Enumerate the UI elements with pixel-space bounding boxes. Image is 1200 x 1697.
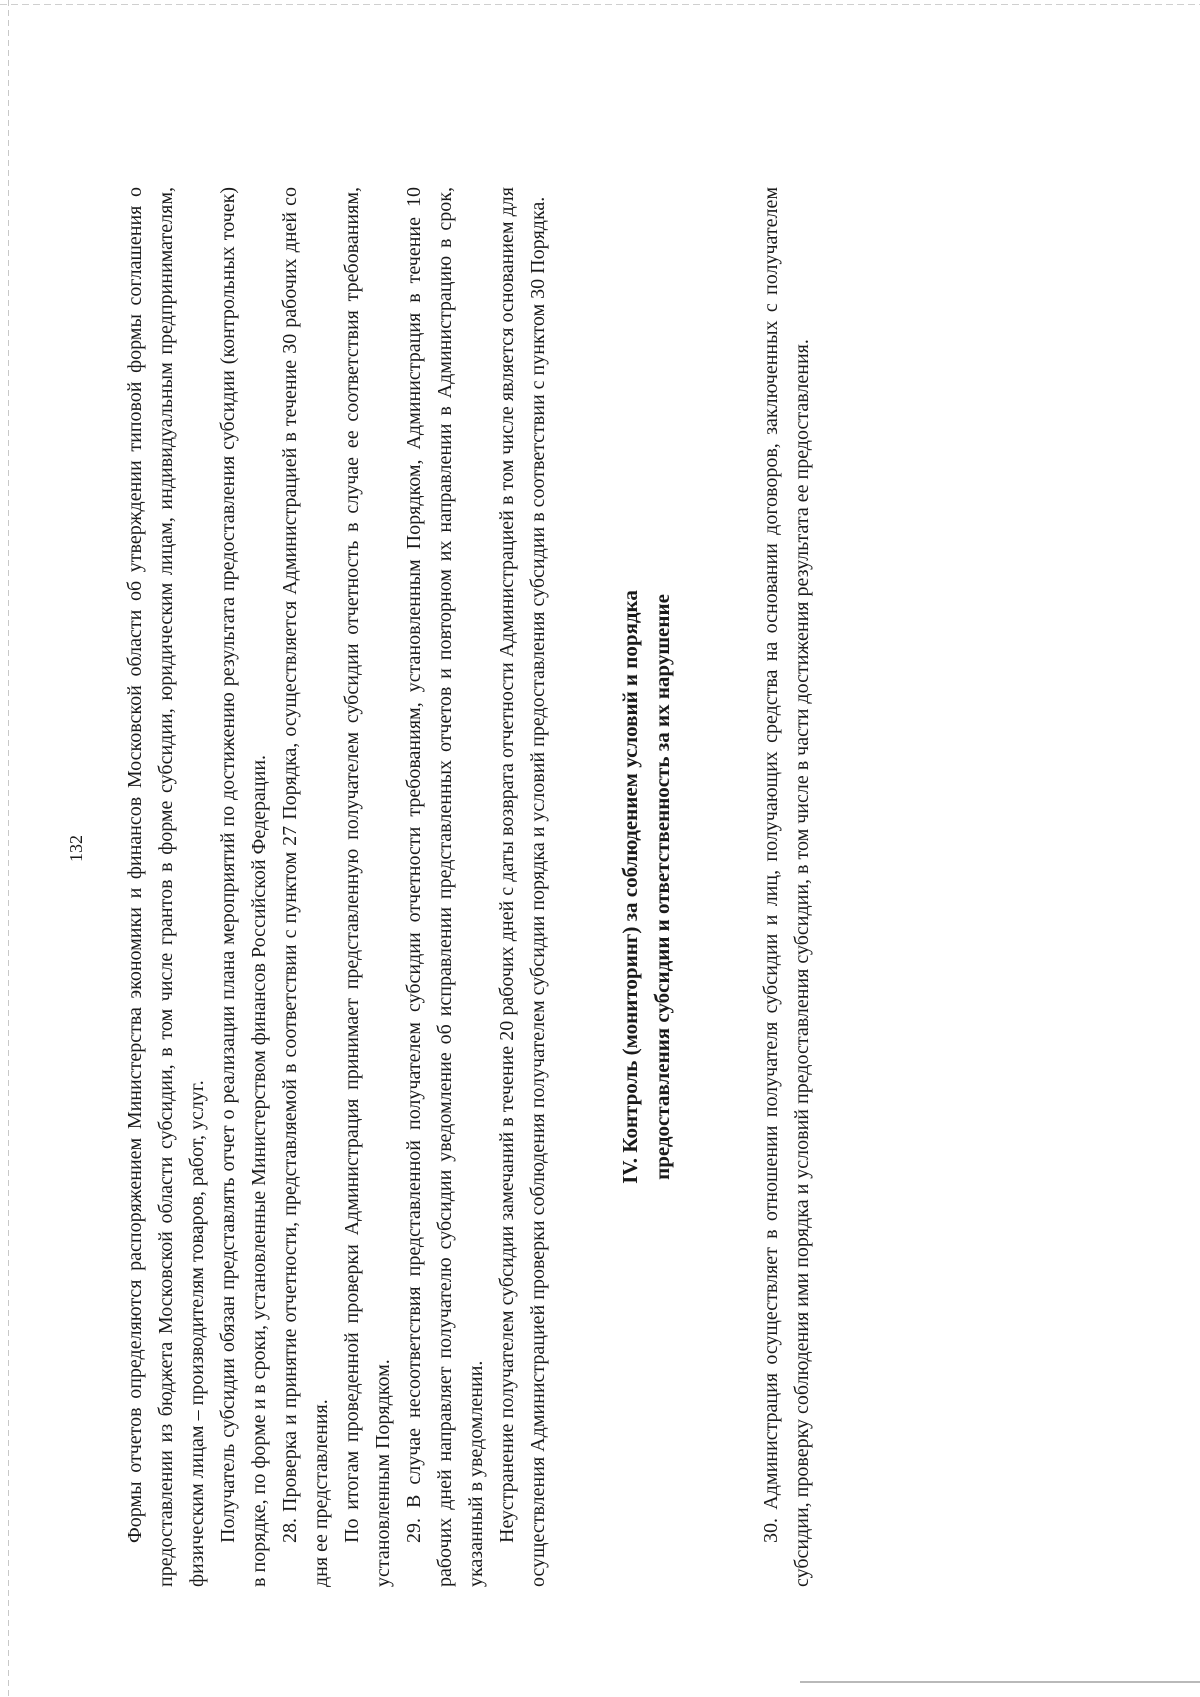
section-heading [614, 187, 678, 1587]
paragraph-report-forms: Формы отчетов определяются распоряжением Министерства экономики и финансов Московской области об утверждении типовой формы соглашения о предоставлении из бюджета Московской области субсидии, в том числе грантов в форме субсидии, юридическим лицам, индивидуальным предпринимателям, физическим лицам – производителям товаров, работ, услуг. [124, 187, 208, 1587]
paragraph-inspection-results: По итогам проведенной проверки Администрация принимает представленную получателем субсидии отчетность в случае ее соответствия требованиям, установленным Порядком. [341, 187, 394, 1587]
page-number: 132 [66, 835, 86, 862]
paragraph-30: 30. Администрация осуществляет в отношении получателя субсидии и лиц, получающих средства на основании договоров, заключенных с получателем субсидии, проверку соблюдения ими порядка и условий предоставления субсидии, в том числе в части достижения результата ее предоставления. [760, 187, 813, 1587]
section-heading-line2: предоставления субсидии и ответственность за их нарушение [650, 594, 674, 1180]
paragraph-29: 29. В случае несоответствия представленной получателем субсидии отчетности требованиям, установленным Порядком, Администрация в течение 10 рабочих дней направляет получателю субсидии уведомление об исправлении представленных отчетов и повторном их направлении в Администрацию в срок, указанный в уведомлении. [403, 187, 487, 1587]
paragraph-recipient-report: Получатель субсидии обязан представлять отчет о реализации плана мероприятий по достижению результата предоставления субсидии (контрольных точек) в порядке, по форме и в сроки, установленные Министерством финансов Российской Федерации. [217, 187, 270, 1587]
paragraph-28: 28. Проверка и принятие отчетности, представляемой в соответствии с пунктом 27 Порядка, осуществляется Администрацией в течение 30 рабочих дней со дня ее представления. [279, 187, 332, 1587]
document-body [120, 187, 818, 1587]
section-heading-line1: IV. Контроль (мониторинг) за соблюдением условий и порядка [618, 590, 642, 1184]
paragraph-non-elimination: Неустранение получателем субсидии замечаний в течение 20 рабочих дней с даты возврата отчетности Администрацией в том числе является основанием для осуществления Администрацией проверки соблюдения получателем субсидии порядка и условий предоставления субсидии в соответствии с пунктом 30 Порядка. [496, 187, 549, 1587]
